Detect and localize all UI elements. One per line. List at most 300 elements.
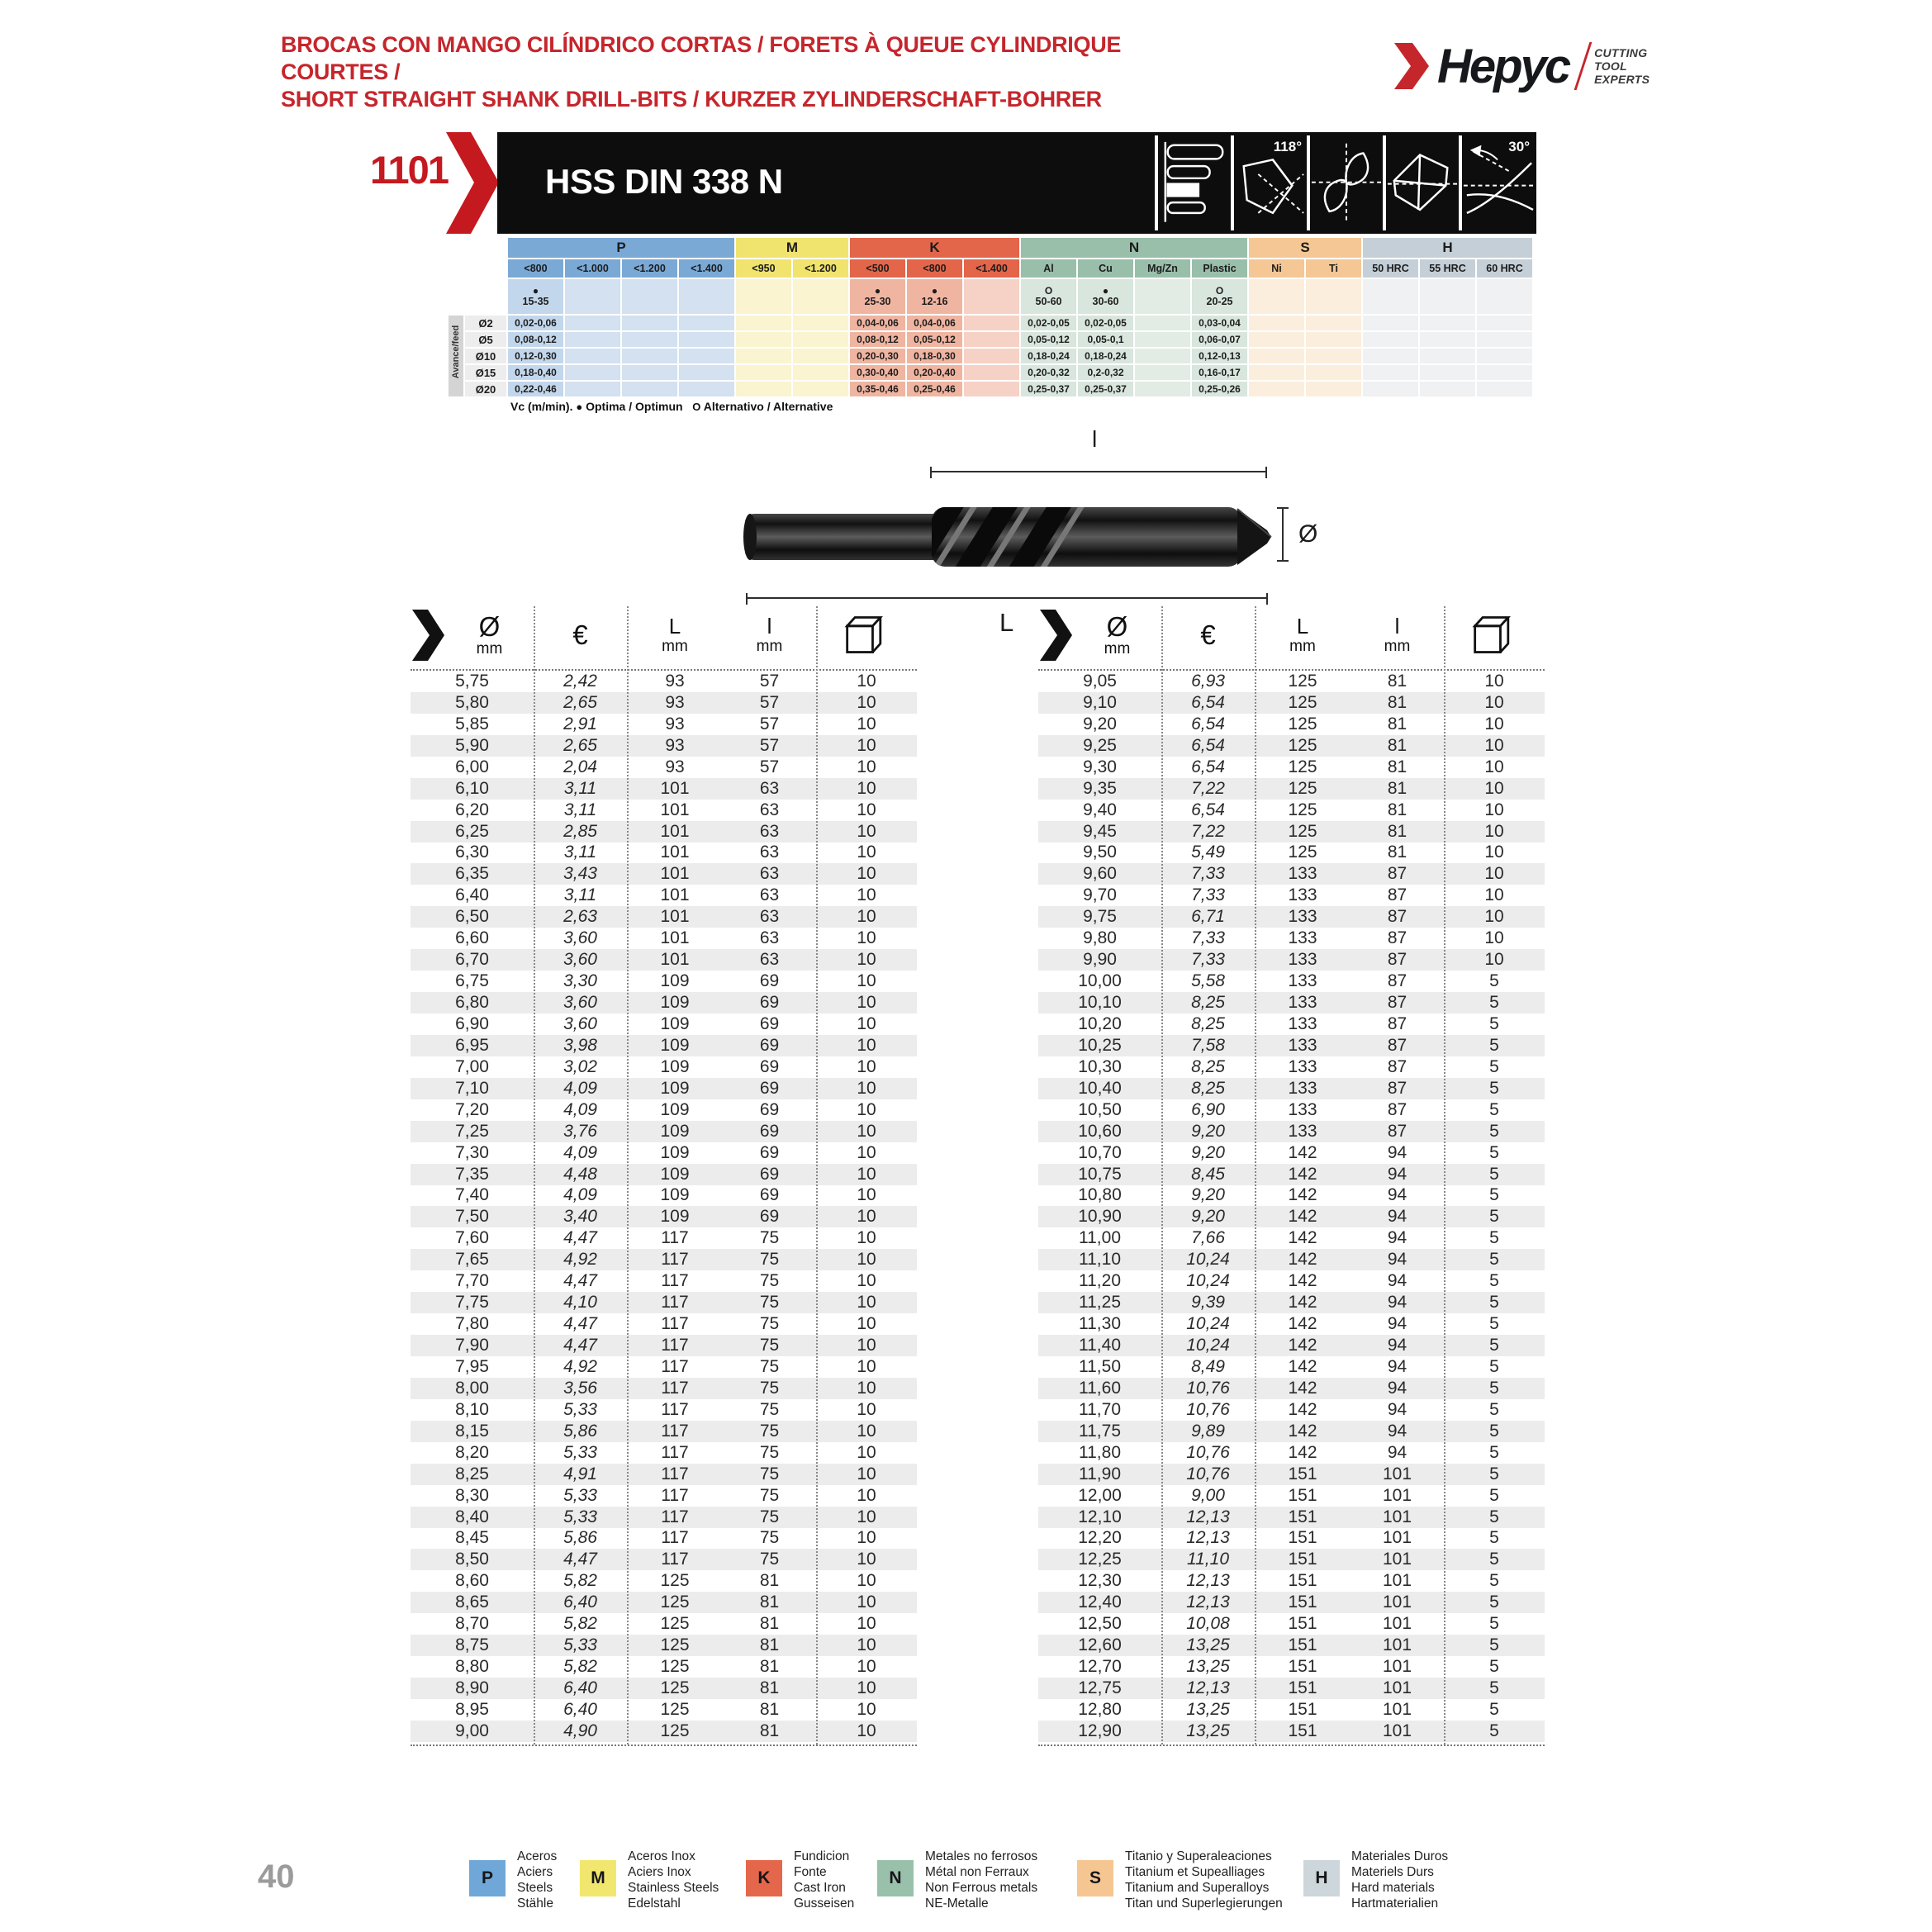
diameter-cell: 8,90: [455, 1678, 489, 1698]
flute-length-label: l: [1092, 426, 1098, 452]
table-row: [411, 1656, 917, 1678]
length-cell: 101: [660, 907, 690, 927]
flute-cell: 94: [1387, 1336, 1407, 1355]
table-row: [1038, 1164, 1545, 1185]
length-cell: 125: [660, 1571, 690, 1591]
flute-cell: 101: [1382, 1614, 1412, 1634]
vc-cell: [1420, 279, 1475, 314]
diameter-cell: 9,50: [1083, 843, 1117, 862]
material-subcolumn: <1.200: [793, 259, 848, 278]
feed-cell: [964, 365, 1019, 380]
table-row: [1038, 1292, 1545, 1313]
diameter-cell: 11,25: [1079, 1293, 1121, 1313]
qty-cell: 10: [857, 993, 876, 1013]
diameter-cell: 9,60: [1083, 864, 1117, 884]
price-cell: 6,90: [1191, 1099, 1225, 1119]
flute-cell: 75: [759, 1228, 780, 1248]
price-cell: 3,11: [563, 778, 597, 798]
length-cell: 142: [1288, 1185, 1317, 1205]
length-cell: 133: [1288, 950, 1317, 970]
flute-cell: 94: [1387, 1207, 1407, 1227]
price-cell: 8,25: [1191, 1056, 1225, 1076]
diameter-cell: 11,20: [1079, 1271, 1121, 1291]
diameter-cell: 8,30: [455, 1485, 489, 1505]
length-cell: 125: [660, 1593, 690, 1612]
material-subcolumn: <800: [508, 259, 563, 278]
length-cell: 142: [1288, 1442, 1317, 1462]
qty-cell: 10: [857, 1635, 876, 1655]
feed-cell: [1135, 332, 1190, 347]
length-cell: 142: [1288, 1164, 1317, 1184]
diameter-cell: 11,80: [1079, 1442, 1121, 1462]
table-row: [1038, 1249, 1545, 1270]
length-cell: 125: [660, 1699, 690, 1719]
feed-cell: [1249, 382, 1304, 396]
table-row: [411, 1270, 917, 1292]
material-group-N: N: [1021, 238, 1247, 258]
feed-cell: [1306, 382, 1361, 396]
flute-cell: 57: [759, 671, 780, 691]
legend-item-P: P Aceros Aciers Steels Stähle: [469, 1849, 557, 1911]
diameter-cell: 8,95: [455, 1699, 489, 1719]
price-cell: 10,76: [1186, 1464, 1230, 1483]
feed-side-label: Avance/feed: [449, 316, 463, 396]
length-cell: 117: [661, 1293, 689, 1313]
feed-cell: 0,05-0,12: [1021, 332, 1076, 347]
price-cell: 3,60: [563, 1013, 597, 1033]
feed-cell: 0,08-0,12: [508, 332, 563, 347]
qty-cell: 10: [857, 928, 876, 948]
table-row: [411, 1292, 917, 1313]
material-subcolumn: <1.000: [565, 259, 620, 278]
qty-cell: 10: [1484, 885, 1504, 905]
price-cell: 7,33: [1191, 864, 1225, 884]
table-row: [1038, 1613, 1545, 1635]
table-row: [1038, 1570, 1545, 1592]
flute-cell: 57: [759, 714, 780, 733]
diameter-cell: 7,95: [455, 1356, 489, 1376]
diameter-cell: 8,80: [455, 1657, 489, 1677]
diameter-cell: 9,10: [1083, 692, 1117, 712]
flute-cell: 87: [1387, 864, 1407, 884]
col-flute: l: [1394, 614, 1400, 639]
length-cell: 125: [1288, 843, 1317, 862]
feed-cell: [1477, 316, 1532, 330]
cutting-note: Vc (m/min). ● Optima / Optimun O Alternativo / Alternative: [510, 400, 833, 413]
diameter-cell: 6,50: [455, 907, 489, 927]
qty-cell: 10: [857, 778, 876, 798]
price-cell: 10,76: [1186, 1442, 1230, 1462]
feed-cell: 0,08-0,12: [850, 332, 905, 347]
qty-cell: 10: [857, 714, 876, 733]
table-row: [1038, 949, 1545, 971]
table-row: [411, 1227, 917, 1249]
diameter-dimension: [1282, 507, 1284, 562]
flute-cell: 63: [759, 907, 780, 927]
flute-cell: 81: [759, 1678, 780, 1698]
feed-cell: 0,20-0,32: [1021, 365, 1076, 380]
flute-cell: 69: [759, 1142, 780, 1162]
price-cell: 2,65: [563, 692, 597, 712]
vc-cell: [1306, 279, 1361, 314]
table-row: [1038, 863, 1545, 885]
vc-cell: [1249, 279, 1304, 314]
feed-cell: 0,05-0,12: [907, 332, 962, 347]
qty-cell: 10: [857, 1528, 876, 1548]
feed-cell: [1420, 349, 1475, 363]
flute-cell: 101: [1382, 1485, 1412, 1505]
qty-cell: 5: [1489, 1550, 1499, 1569]
table-row: [1038, 1656, 1545, 1678]
length-cell: 125: [660, 1635, 690, 1655]
brand-logo: [1393, 33, 1690, 99]
feed-cell: [1306, 365, 1361, 380]
feed-cell: [964, 349, 1019, 363]
price-cell: 7,66: [1191, 1228, 1225, 1248]
brand-tagline: CUTTING TOOL EXPERTS: [1594, 46, 1650, 86]
diameter-cell: 8,40: [455, 1507, 489, 1526]
diameter-cell: 9,70: [1083, 885, 1117, 905]
price-cell: 8,49: [1191, 1356, 1225, 1376]
material-subcolumn: Mg/Zn: [1135, 259, 1190, 278]
qty-cell: 5: [1489, 1035, 1499, 1055]
vc-cell: [1363, 279, 1418, 314]
length-cell: 142: [1288, 1421, 1317, 1441]
flute-cell: 75: [759, 1485, 780, 1505]
flute-cell: 87: [1387, 1078, 1407, 1098]
diameter-cell: 11,60: [1079, 1378, 1121, 1398]
price-cell: 3,43: [563, 864, 597, 884]
flute-cell: 75: [759, 1271, 780, 1291]
diameter-cell: 10,25: [1078, 1035, 1122, 1055]
length-cell: 117: [661, 1421, 689, 1441]
flute-cell: 57: [759, 692, 780, 712]
length-cell: 93: [665, 714, 685, 733]
table-row: [411, 1099, 917, 1121]
drill-point-icon: [1383, 135, 1459, 230]
feed-cell: [1363, 365, 1418, 380]
price-cell: 3,11: [563, 800, 597, 819]
qty-cell: 10: [857, 1678, 876, 1698]
flute-cell: 75: [759, 1356, 780, 1376]
material-group-P: P: [508, 238, 734, 258]
col-price: €: [572, 619, 588, 650]
diameter-cell: 7,40: [455, 1185, 489, 1205]
qty-cell: 5: [1489, 1464, 1499, 1483]
vc-cell: [565, 279, 620, 314]
length-cell: 101: [660, 800, 690, 819]
feed-cell: [679, 349, 734, 363]
table-row: [1038, 800, 1545, 821]
flute-cell: 87: [1387, 1013, 1407, 1033]
page-title-line1: BROCAS CON MANGO CILÍNDRICO CORTAS / FORETS À QUEUE CYLINDRIQUE COURTES /: [281, 32, 1122, 84]
flute-cell: 69: [759, 993, 780, 1013]
table-row: [411, 971, 917, 992]
material-subcolumn: <500: [850, 259, 905, 278]
diameter-cell: 6,00: [455, 757, 489, 776]
flute-cell: 94: [1387, 1399, 1407, 1419]
qty-cell: 10: [1484, 950, 1504, 970]
price-cell: 9,20: [1191, 1121, 1225, 1141]
feed-cell: [793, 349, 848, 363]
length-cell: 117: [661, 1314, 689, 1334]
qty-cell: 5: [1489, 1356, 1499, 1376]
length-cell: 125: [660, 1678, 690, 1698]
feed-cell: [793, 382, 848, 396]
qty-cell: 5: [1489, 1099, 1499, 1119]
diameter-cell: 12,75: [1078, 1678, 1122, 1698]
length-cell: 133: [1288, 1035, 1317, 1055]
feed-cell: [1249, 332, 1304, 347]
feed-cell: 0,05-0,1: [1078, 332, 1133, 347]
cross-section-icon: [1307, 135, 1383, 230]
length-cell: 117: [661, 1485, 689, 1505]
table-row: [411, 1464, 917, 1485]
flute-cell: 81: [1387, 671, 1407, 691]
flute-cell: 63: [759, 800, 780, 819]
table-row: [1038, 735, 1545, 757]
table-chevron-icon: [1040, 610, 1073, 661]
qty-cell: 10: [857, 1399, 876, 1419]
qty-cell: 10: [857, 1207, 876, 1227]
price-cell: 3,02: [563, 1056, 597, 1076]
feed-cell: [736, 349, 791, 363]
diameter-cell: 6,75: [455, 971, 489, 991]
length-cell: 125: [660, 1721, 690, 1740]
diameter-cell: 12,50: [1078, 1614, 1122, 1634]
total-length-dimension: [746, 597, 1268, 599]
alternative-symbol: O: [692, 401, 701, 413]
diameter-cell: 7,90: [455, 1336, 489, 1355]
qty-cell: 5: [1489, 1614, 1499, 1634]
flute-cell: 69: [759, 1078, 780, 1098]
flute-cell: 87: [1387, 907, 1407, 927]
page-title-line2: SHORT STRAIGHT SHANK DRILL-BITS / KURZER ZYLINDERSCHAFT-BOHRER: [281, 87, 1102, 112]
price-cell: 4,47: [563, 1314, 597, 1334]
vc-cell: [793, 279, 848, 314]
diameter-cell: 12,10: [1078, 1507, 1122, 1526]
shank-diagram-icon: [1155, 135, 1231, 230]
flute-cell: 81: [759, 1593, 780, 1612]
legend-swatch-P: P: [469, 1860, 506, 1896]
feed-cell: [1249, 349, 1304, 363]
vc-cell: ● 25-30: [850, 279, 905, 314]
length-cell: 125: [660, 1614, 690, 1634]
price-cell: 5,33: [563, 1507, 597, 1526]
table-chevron-icon: [412, 610, 445, 661]
feed-cell: 0,04-0,06: [907, 316, 962, 330]
qty-cell: 10: [857, 1121, 876, 1141]
table-row: [411, 735, 917, 757]
length-cell: 151: [1288, 1699, 1317, 1719]
legend-item-N: N Metales no ferrosos Métal non Ferraux Non Ferrous metals NE-Metalle: [877, 1849, 1037, 1911]
legend-item-H: H Materiales Duros Materiels Durs Hard materials Hartmaterialien: [1303, 1849, 1448, 1911]
diameter-cell: 7,75: [455, 1293, 489, 1313]
material-subcolumn: Ni: [1249, 259, 1304, 278]
feed-cell: 0,25-0,37: [1021, 382, 1076, 396]
qty-cell: 10: [857, 1721, 876, 1740]
length-cell: 142: [1288, 1336, 1317, 1355]
table-row: [1038, 1399, 1545, 1421]
total-length-label: L: [999, 608, 1014, 637]
table-row: [411, 1249, 917, 1270]
price-cell: 6,93: [1191, 671, 1225, 691]
price-cell: 4,09: [563, 1185, 597, 1205]
table-row: [1038, 1421, 1545, 1442]
price-cell: 6,54: [1191, 735, 1225, 755]
vc-cell: ● 15-35: [508, 279, 563, 314]
length-cell: 133: [1288, 1099, 1317, 1119]
length-cell: 109: [660, 993, 690, 1013]
col-flute: l: [767, 614, 772, 639]
cutting-speed-table: [449, 238, 1539, 396]
qty-cell: 10: [1484, 757, 1504, 776]
flute-cell: 94: [1387, 1164, 1407, 1184]
flute-cell: 75: [759, 1442, 780, 1462]
length-cell: 117: [661, 1250, 689, 1270]
price-cell: 12,13: [1186, 1678, 1230, 1698]
feed-cell: [1477, 382, 1532, 396]
material-subcolumn: Cu: [1078, 259, 1133, 278]
feed-cell: 0,35-0,46: [850, 382, 905, 396]
length-cell: 117: [661, 1378, 689, 1398]
diameter-cell: 11,00: [1079, 1228, 1121, 1248]
feed-cell: [622, 349, 677, 363]
length-cell: 142: [1288, 1378, 1317, 1398]
qty-cell: 10: [857, 1035, 876, 1055]
material-group-M: M: [736, 238, 848, 258]
feed-cell: [565, 349, 620, 363]
length-cell: 101: [660, 864, 690, 884]
length-cell: 151: [1288, 1550, 1317, 1569]
price-cell: 3,60: [563, 950, 597, 970]
price-cell: 2,85: [563, 821, 597, 841]
price-cell: 5,49: [1191, 843, 1225, 862]
qty-cell: 10: [857, 1164, 876, 1184]
feed-cell: [622, 316, 677, 330]
diameter-cell: 9,20: [1083, 714, 1117, 733]
price-cell: 7,33: [1191, 950, 1225, 970]
flute-cell: 75: [759, 1336, 780, 1355]
feed-cell: 0,22-0,46: [508, 382, 563, 396]
qty-cell: 5: [1489, 1142, 1499, 1162]
qty-cell: 10: [857, 1614, 876, 1634]
table-header: Ø mm € L mm l mm: [1038, 603, 1545, 667]
price-cell: 6,40: [563, 1699, 597, 1719]
diameter-cell: 8,70: [455, 1614, 489, 1634]
diameter-cell: 11,30: [1079, 1314, 1121, 1334]
price-cell: 8,45: [1191, 1164, 1225, 1184]
page-number: 40: [258, 1858, 295, 1895]
table-row: [1038, 1335, 1545, 1356]
diameter-cell: 10,10: [1078, 993, 1122, 1013]
qty-cell: 10: [857, 907, 876, 927]
price-cell: 4,48: [563, 1164, 597, 1184]
package-icon: [1471, 615, 1517, 656]
length-cell: 133: [1288, 1013, 1317, 1033]
diameter-cell: 7,50: [455, 1207, 489, 1227]
length-cell: 142: [1288, 1314, 1317, 1334]
diameter-cell: 6,70: [455, 950, 489, 970]
qty-cell: 5: [1489, 1164, 1499, 1184]
table-row: [411, 1507, 917, 1528]
price-cell: 2,91: [563, 714, 597, 733]
diameter-cell: 10,60: [1078, 1121, 1122, 1141]
price-cell: 12,13: [1186, 1528, 1230, 1548]
flute-cell: 94: [1387, 1421, 1407, 1441]
feed-cell: [1477, 332, 1532, 347]
length-cell: 142: [1288, 1207, 1317, 1227]
price-cell: 5,86: [563, 1421, 597, 1441]
table-row: [411, 714, 917, 735]
diameter-cell: 11,40: [1079, 1336, 1121, 1355]
table-row: [411, 1121, 917, 1142]
feed-cell: 0,2-0,32: [1078, 365, 1133, 380]
length-cell: 117: [661, 1528, 689, 1548]
feed-cell: [1249, 316, 1304, 330]
table-row: [1038, 1528, 1545, 1550]
feed-cell: 0,03-0,04: [1192, 316, 1247, 330]
legend-item-K: K Fundicion Fonte Cast Iron Gusseisen: [746, 1849, 854, 1911]
length-cell: 151: [1288, 1657, 1317, 1677]
qty-cell: 10: [857, 1056, 876, 1076]
length-cell: 125: [1288, 757, 1317, 776]
price-cell: 10,08: [1186, 1614, 1230, 1634]
table-row: [411, 928, 917, 949]
length-cell: 125: [1288, 714, 1317, 733]
flute-cell: 63: [759, 778, 780, 798]
qty-cell: 5: [1489, 1721, 1499, 1740]
table-row: [411, 863, 917, 885]
qty-cell: 10: [1484, 778, 1504, 798]
diameter-cell: 12,60: [1078, 1635, 1122, 1655]
feed-cell: [1135, 349, 1190, 363]
material-subcolumn: <950: [736, 259, 791, 278]
feed-cell: [1135, 316, 1190, 330]
legend-swatch-K: K: [746, 1860, 782, 1896]
material-subcolumn: <800: [907, 259, 962, 278]
price-cell: 10,24: [1186, 1314, 1230, 1334]
price-cell: 9,00: [1191, 1485, 1225, 1505]
length-cell: 133: [1288, 971, 1317, 991]
feed-cell: [622, 332, 677, 347]
feed-cell: 0,16-0,17: [1192, 365, 1247, 380]
product-pictograms: [1155, 135, 1535, 230]
price-cell: 4,47: [563, 1271, 597, 1291]
price-cell: 13,25: [1186, 1635, 1230, 1655]
price-cell: 3,60: [563, 928, 597, 948]
qty-cell: 10: [1484, 692, 1504, 712]
table-row: [411, 1721, 917, 1742]
table-row: [1038, 1485, 1545, 1507]
feed-cell: [1306, 332, 1361, 347]
flute-cell: 87: [1387, 971, 1407, 991]
flute-cell: 75: [759, 1507, 780, 1526]
length-cell: 117: [661, 1464, 689, 1483]
feed-cell: 0,25-0,37: [1078, 382, 1133, 396]
qty-cell: 5: [1489, 1293, 1499, 1313]
price-cell: 10,76: [1186, 1399, 1230, 1419]
qty-cell: 5: [1489, 1336, 1499, 1355]
diameter-cell: 5,90: [455, 735, 489, 755]
diameter-cell: 8,15: [455, 1421, 489, 1441]
diameter-cell: 9,40: [1083, 800, 1117, 819]
length-cell: 101: [660, 885, 690, 905]
diameter-cell: 7,60: [455, 1228, 489, 1248]
flute-cell: 69: [759, 1164, 780, 1184]
table-row: [1038, 843, 1545, 864]
diameter-cell: 6,95: [455, 1035, 489, 1055]
